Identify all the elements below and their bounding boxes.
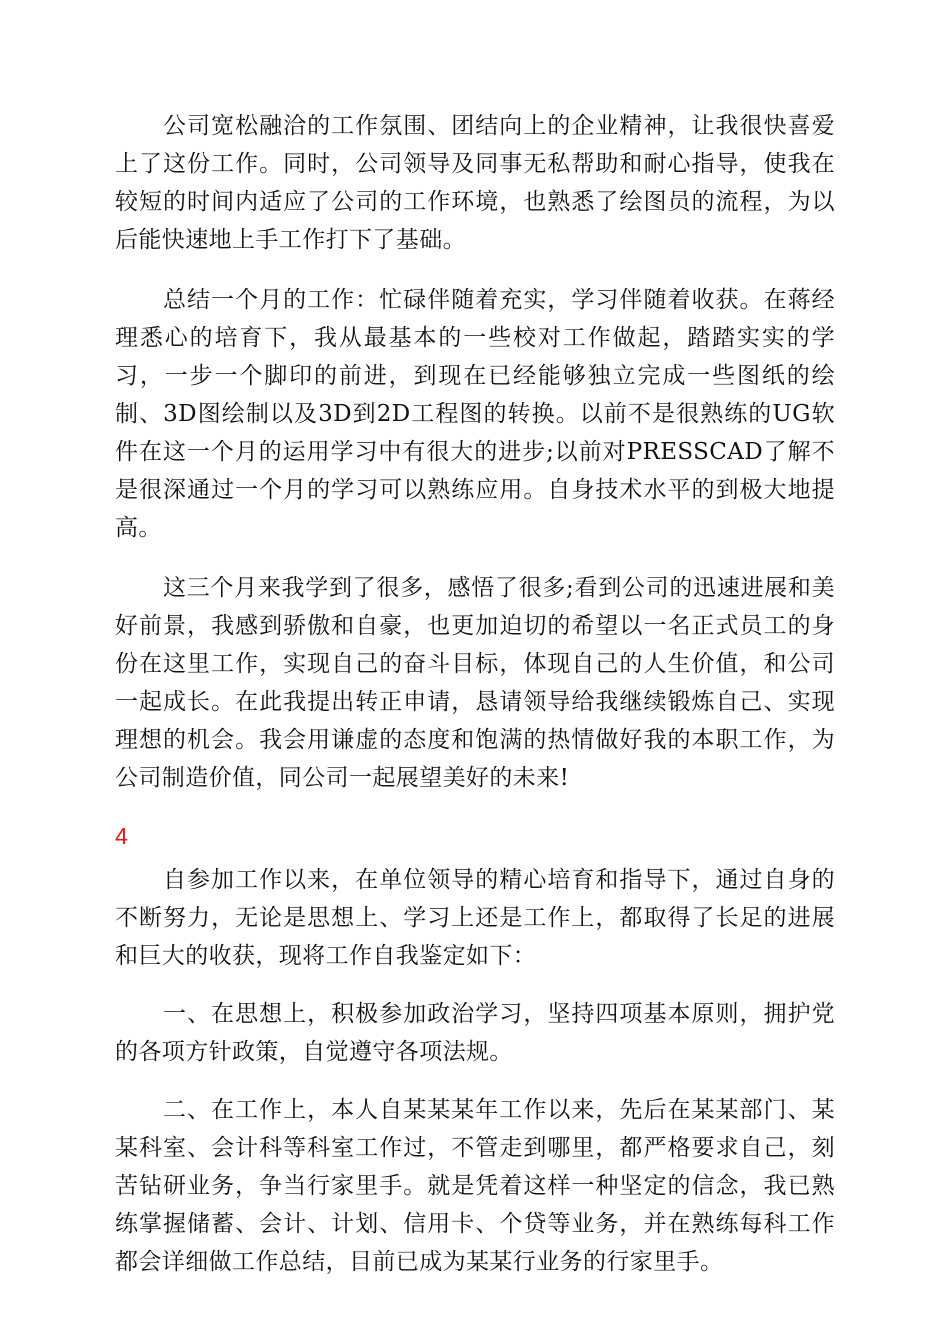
paragraph-ideology: 一、在思想上，积极参加政治学习，坚持四项基本原则，拥护党的各项方针政策，自觉遵守各项法规。 [115, 1001, 835, 1065]
paragraph-monthly-summary: 总结一个月的工作：忙碌伴随着充实，学习伴随着收获。在蒋经理悉心的培育下，我从最基本的一些校对工作做起，踏踏实实的学习，一步一个脚印的前进，到现在已经能够独立完成一些图纸的绘制、3D图绘制以及3D到2D工程图的转换。以前不是很熟练的UG软件在这一个月的运用学习中有很大的进步;以前对PRESSCAD了解不是很深通过一个月的学习可以熟练应用。自身技术水平的到极大地提高。 [115, 287, 835, 541]
section-number: 4 [115, 823, 128, 849]
document-page [115, 107, 835, 1281]
paragraph-self-assessment-intro: 自参加工作以来，在单位领导的精心培育和指导下，通过自身的不断努力，无论是思想上、学习上还是工作上，都取得了长足的进展和巨大的收获，现将工作自我鉴定如下： [115, 867, 835, 969]
paragraph-work: 二、在工作上，本人自某某某年工作以来，先后在某某部门、某某科室、会计科等科室工作过，不管走到哪里，都严格要求自己，刻苦钻研业务，争当行家里手。就是凭着这样一种坚定的信念，我已熟练掌握储蓄、会计、计划、信用卡、个贷等业务，并在熟练每科工作都会详细做工作总结，目前已成为某某行业务的行家里手。 [115, 1097, 835, 1275]
paragraph-workplace-atmosphere: 公司宽松融洽的工作氛围、团结向上的企业精神，让我很快喜爱上了这份工作。同时，公司领导及同事无私帮助和耐心指导，使我在较短的时间内适应了公司的工作环境，也熟悉了绘图员的流程，为以后能快速地上手工作打下了基础。 [115, 113, 835, 253]
paragraph-confirmation-request: 这三个月来我学到了很多，感悟了很多;看到公司的迅速进展和美好前景，我感到骄傲和自豪，也更加迫切的希望以一名正式员工的身份在这里工作，实现自己的奋斗目标，体现自己的人生价值，和公司一起成长。在此我提出转正申请，恳请领导给我继续锻炼自己、实现理想的机会。我会用谦虚的态度和饱满的热情做好我的本职工作，为公司制造价值，同公司一起展望美好的未来! [115, 575, 835, 791]
